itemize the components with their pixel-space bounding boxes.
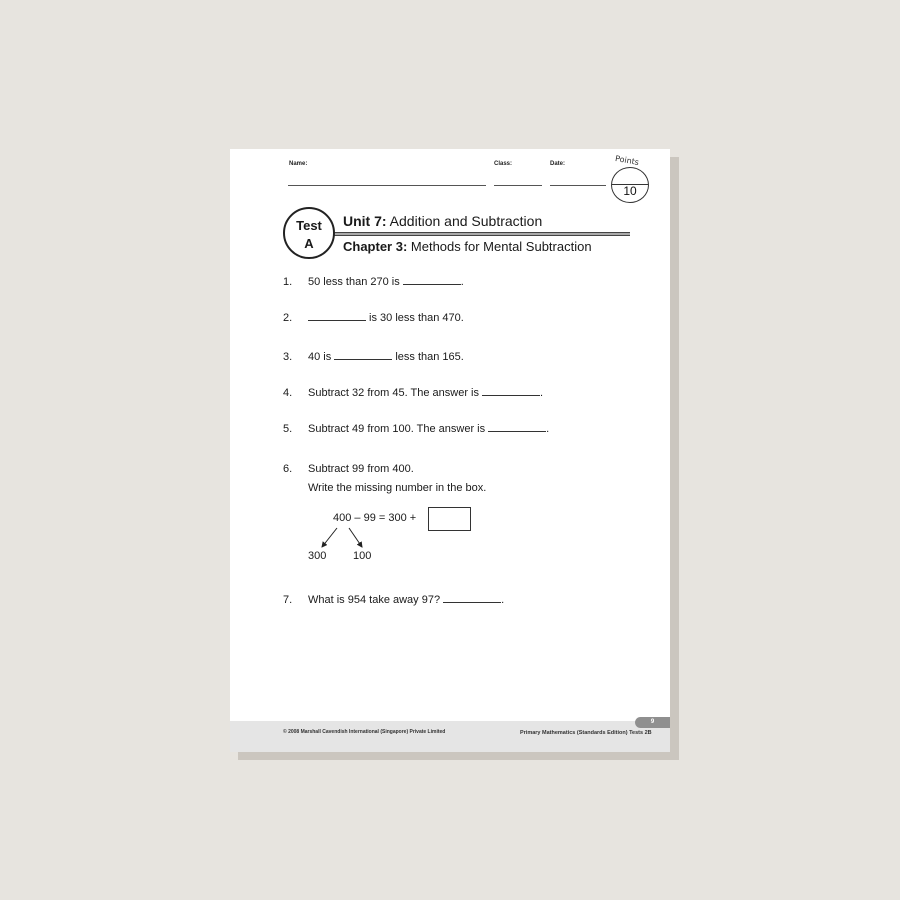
- split-left-value: 300: [308, 550, 327, 562]
- date-field[interactable]: [550, 185, 606, 186]
- worksheet-page: [230, 149, 670, 752]
- answer-box-6[interactable]: [428, 507, 471, 531]
- question-number: 4.: [283, 387, 293, 399]
- title-divider: [330, 232, 630, 236]
- unit-title: [343, 213, 542, 229]
- class-label: Class:: [494, 161, 513, 167]
- name-label: Name:: [289, 161, 308, 167]
- chapter-title: [343, 239, 592, 254]
- copyright-notice: © 2008 Marshall Cavendish International (Singapore) Private Limited: [283, 729, 446, 735]
- chapter-name: Methods for Mental Subtraction: [407, 239, 592, 254]
- question-7: 7. What is 954 take away 97? .: [283, 594, 505, 606]
- question-4: 4. Subtract 32 from 45. The answer is .: [283, 387, 544, 399]
- answer-blank-7[interactable]: [443, 602, 501, 603]
- question-5: 5. Subtract 49 from 100. The answer is .: [283, 423, 550, 435]
- question-number: 1.: [283, 276, 293, 288]
- question-6-equation: 400 – 99 = 300 +: [333, 512, 417, 524]
- series-title: Primary Mathematics (Standards Edition) Tests 2B: [520, 730, 652, 736]
- question-6: 6. Subtract 99 from 400.: [283, 463, 414, 475]
- date-label: Date:: [550, 161, 566, 167]
- name-field[interactable]: [288, 185, 486, 186]
- question-number: 5.: [283, 423, 293, 435]
- question-number: 6.: [283, 463, 293, 475]
- points-label: Points: [614, 153, 640, 168]
- question-number: 2.: [283, 312, 293, 324]
- answer-blank-2[interactable]: [308, 320, 366, 321]
- question-6-instruction: Write the missing number in the box.: [308, 482, 487, 494]
- question-number: 7.: [283, 594, 293, 606]
- page-number: 9: [635, 717, 670, 728]
- answer-blank-5[interactable]: [488, 431, 546, 432]
- split-arrows-icon: [318, 526, 378, 552]
- page-footer: [230, 721, 670, 752]
- test-badge: [283, 207, 335, 259]
- split-right-value: 100: [353, 550, 372, 562]
- answer-blank-1[interactable]: [403, 284, 461, 285]
- badge-line-2: A: [304, 236, 314, 251]
- question-number: 3.: [283, 351, 293, 363]
- chapter-number: Chapter 3:: [343, 239, 408, 254]
- class-field[interactable]: [494, 185, 542, 186]
- question-1: 1. 50 less than 270 is .: [283, 276, 464, 288]
- answer-blank-3[interactable]: [334, 359, 392, 360]
- question-2: 2. is 30 less than 470.: [283, 312, 464, 324]
- question-3: 3. 40 is less than 165.: [283, 351, 464, 363]
- answer-blank-4[interactable]: [482, 395, 540, 396]
- unit-number: Unit 7:: [343, 213, 387, 229]
- unit-name: Addition and Subtraction: [386, 213, 543, 229]
- points-total: 10: [623, 184, 637, 198]
- badge-line-1: Test: [296, 218, 322, 233]
